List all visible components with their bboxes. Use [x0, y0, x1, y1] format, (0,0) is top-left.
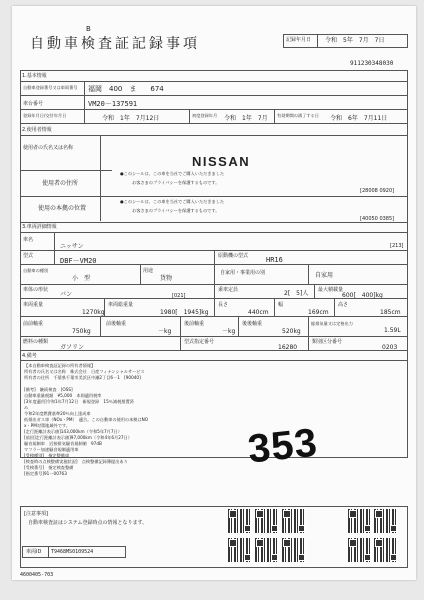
- notes-line: み: [24, 405, 29, 410]
- base-location-label: 使用の本拠の位置: [38, 205, 87, 212]
- corner-mark: B: [86, 25, 91, 33]
- nissan-logo: NISSAN: [192, 154, 251, 169]
- seal-note-2: ●このシールは、この車を当社でご購入いただきました: [120, 199, 225, 204]
- chassis-value: VM20－137591: [88, 100, 138, 108]
- length-value: 440cm: [248, 309, 269, 316]
- purpose-value: 自家用: [315, 272, 334, 279]
- notes-line: [受検種別] 指定整備車: [24, 453, 70, 458]
- car-name-value: ニッサン: [60, 243, 84, 250]
- car-name-label: 車名: [23, 237, 34, 243]
- notice-text: 自動車検査証はシステム登録時点の情報となります。: [28, 520, 148, 526]
- base-location-code: [40050 0385]: [360, 216, 395, 222]
- section-notes: 4.備考: [22, 353, 37, 359]
- height-value: 185cm: [380, 309, 401, 316]
- front-front-axle-label: 前前軸重: [23, 321, 44, 327]
- max-load-label: 最大積載量: [318, 287, 344, 293]
- purpose-label: 自家用・事業用の別: [220, 270, 266, 276]
- notes-line: x・PM対策地域外です。: [24, 423, 70, 428]
- qr-code-1: [228, 509, 252, 533]
- width-value: 169cm: [308, 309, 329, 316]
- seal-note-1b: お客さまのプライバシーを保護するものです。: [132, 180, 220, 185]
- width-label: 幅: [278, 302, 284, 308]
- section-user: 2.使用者情報: [22, 127, 52, 133]
- notes-line: [前回]走行距離計表示値]97,000km（令和4年6月27日）: [24, 435, 132, 440]
- notes-line: [走行距離計表示値]143,000km（令和5年7月7日）: [24, 429, 122, 434]
- kind-label: 自動車の種別: [23, 268, 49, 273]
- body-value: バン: [60, 291, 73, 298]
- notes-line: マフラー加速騒音規制適用車: [24, 447, 79, 452]
- qr-code-9: [348, 538, 372, 562]
- qr-code-3: [282, 509, 306, 533]
- section-vehicle: 3.車両詳細情報: [22, 224, 57, 230]
- vehicle-id-value: T9468MS0109524: [51, 549, 94, 555]
- model-value: DBF－VM20: [60, 257, 97, 265]
- class-number-value: 0203: [382, 344, 398, 351]
- length-label: 長さ: [218, 302, 229, 308]
- address-code: [28008 0920]: [360, 188, 395, 194]
- notes-line: [検査時の点検整備実施状況] 点検整備記録簿提出あり: [24, 459, 128, 464]
- notes-line: 低排出ガス車（NOx・PM） 適合。この自動車の使用の本拠はNO: [24, 417, 149, 422]
- section-basic: 1.基本情報: [22, 73, 47, 79]
- notes-line: [指定番号]91－00763: [24, 471, 67, 476]
- fuel-label: 燃料の種類: [23, 339, 49, 345]
- kind-value: 小 型: [72, 275, 91, 282]
- first-registration-month-value: 令和 1年 7月: [224, 115, 268, 122]
- qr-code-5: [374, 509, 398, 533]
- body-label: 車体の形状: [23, 287, 49, 293]
- qr-code-6: [228, 538, 252, 562]
- weight-value: 1270kg: [82, 309, 105, 316]
- type-number-value: 16280: [278, 344, 298, 351]
- expiry-value: 令和 6年 7月11日: [330, 115, 388, 122]
- user-address-label: 使用者の住所: [42, 180, 79, 187]
- record-date-value: 令和 5年 7月 7日: [325, 37, 385, 44]
- max-load-value: 600[ 400]kg: [342, 292, 383, 299]
- class-number-label: 類別区分番号: [312, 339, 343, 345]
- first-registration-value: 令和 1年 7月12日: [102, 115, 160, 122]
- qr-code-7: [255, 538, 279, 562]
- vehicle-id-label: 車両ID: [26, 549, 42, 555]
- notes-line: [3年度適用]令和1年7月12日 新規登録 15％減税措置済: [24, 399, 134, 404]
- registration-label: 自動車登録番号又は車両番号: [23, 85, 78, 90]
- registration-value: 福岡 400 ま 674: [88, 85, 164, 93]
- car-name-code: [213]: [390, 243, 404, 249]
- document-title: 自動車検査証記録事項: [30, 36, 200, 52]
- capacity-value: 2[ 5]人: [284, 290, 309, 297]
- rear-rear-axle-value: 520kg: [282, 328, 301, 335]
- fuel-value: ガソリン: [60, 344, 85, 351]
- displacement-value: 1.59L: [384, 327, 401, 334]
- model-label: 型式: [23, 253, 34, 259]
- notes-line: 自動車重量税額 ¥5,000 本則適用税率: [24, 393, 102, 398]
- notes-line: [備考] 継続検査 [OSS]: [24, 387, 73, 392]
- front-rear-axle-value: －kg: [158, 328, 172, 335]
- front-rear-axle-label: 前後軸重: [106, 321, 127, 327]
- seal-note-2b: お客さまのプライバシーを保護するものです。: [132, 208, 220, 213]
- notes-body: [24, 363, 274, 477]
- qr-code-8: [282, 538, 306, 562]
- notes-line: 所有者の住所 千葉県千葉市美浜区中瀬2丁目6－1 [90040]: [24, 375, 141, 380]
- notes-line: [受検番号] 指定検査整備: [24, 465, 74, 470]
- chassis-label: 車台番号: [23, 101, 44, 107]
- document-number: 911230348030: [350, 60, 394, 67]
- record-date-label: 記録年月日: [286, 37, 312, 43]
- weight-label: 車両重量: [23, 302, 44, 308]
- seal-note-1: ●このシールは、この車を当社でご購入いただきました: [120, 171, 225, 176]
- notes-line: 所有者の氏名又は名称 株式会社 日産フィナンシャルサービス: [24, 369, 145, 374]
- displacement-label: 総排気量又は定格出力: [311, 321, 353, 326]
- engine-label: 原動機の型式: [218, 253, 249, 259]
- rear-front-axle-label: 後前軸重: [184, 321, 205, 327]
- use-value: 貨物: [160, 275, 173, 282]
- qr-code-4: [348, 509, 372, 533]
- notes-line: 騒音規制車 近接排気騒音規制値 97dB: [24, 441, 102, 446]
- notice-title: [注意事項]: [24, 511, 48, 517]
- type-number-label: 型式指定番号: [184, 339, 215, 345]
- gross-weight-label: 車両総重量: [108, 302, 134, 308]
- height-label: 高さ: [338, 302, 349, 308]
- rear-rear-axle-label: 後後軸重: [242, 321, 263, 327]
- notes-line: 令和2年度燃費基準20％向上達成車: [24, 411, 91, 416]
- use-label: 用途: [143, 268, 154, 274]
- handwritten-number: 353: [245, 420, 320, 472]
- first-registration-month-label: 初度登録年月: [192, 113, 218, 118]
- engine-value: HR16: [266, 256, 283, 264]
- notes-line: 【本自動車検査証記録の所有者情報】: [24, 363, 96, 368]
- front-front-axle-value: 750kg: [72, 328, 91, 335]
- rear-front-axle-value: －kg: [222, 328, 236, 335]
- first-registration-label: 登録年月日/交付年月日: [23, 113, 67, 118]
- form-number: 4600405-703: [20, 572, 54, 578]
- qr-code-10: [374, 538, 398, 562]
- body-code: [021]: [172, 293, 186, 299]
- inspection-record-sheet: [12, 6, 416, 580]
- qr-code-2: [255, 509, 279, 533]
- gross-weight-value: 1980[ 1945]kg: [160, 309, 209, 316]
- capacity-label: 乗車定員: [218, 287, 239, 293]
- expiry-label: 有効期間の満了する日: [277, 113, 319, 118]
- user-name-label: 使用者の氏名又は名称: [23, 145, 74, 151]
